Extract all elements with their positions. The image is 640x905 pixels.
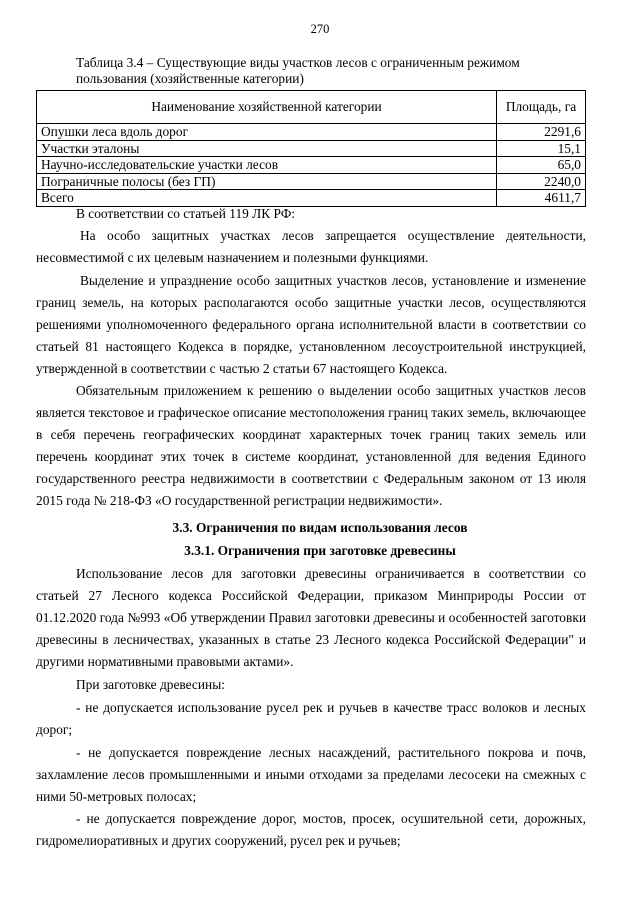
table-header-row xyxy=(37,91,586,124)
row-name: Пограничные полосы (без ГП) xyxy=(37,173,497,190)
list-item: - не допускается повреждение дорог, мостов, просек, осушительной сети, дорожных, гидромелиоративных и других сооружений, русел рек и ручьев; xyxy=(36,811,586,848)
paragraph-during-harvesting: При заготовке древесины: xyxy=(76,677,225,692)
list-item: - не допускается использование русел рек и ручьев в качестве трасс волоков и лесных дорог; xyxy=(36,700,586,737)
header-area: Площадь, га xyxy=(497,91,586,124)
table-row xyxy=(37,173,586,190)
row-name: Научно-исследовательские участки лесов xyxy=(37,157,497,174)
row-area: 4611,7 xyxy=(497,190,586,207)
row-name: Всего xyxy=(37,190,497,207)
row-name: Опушки леса вдоль дорог xyxy=(37,124,497,141)
paragraph-article-119: В соответствии со статьей 119 ЛК РФ: xyxy=(76,206,296,221)
row-name: Участки эталоны xyxy=(37,140,497,157)
table-row xyxy=(37,157,586,174)
page-number: 270 xyxy=(310,22,330,36)
paragraph-mandatory-annex: Обязательным приложением к решению о выделении особо защитных участков лесов является текстовое и графическое описание местоположения границ таких земель, включающее в себя перечень географических координат характерных точек границ таких земель или перечень координат этих точек в системе координат, установленной для ведения Единого государственного реестра недвижимости в соответствии с Федеральным законом от 13 июля 2015 года № 218-ФЗ «О государственной регистрации недвижимости». xyxy=(36,383,586,508)
paragraph-timber-usage: Использование лесов для заготовки древесины ограничивается в соответствии со статьей 27 Лесного кодекса Российской Федерации, приказом Минприроды России от 01.12.2020 года №993 «Об утверждении Правил заготовки древесины и особенностей заготовки древесины в лесничествах, указанных в статье 23 Лесного кодекса Российской Федерации" и другими нормативными правовыми актами». xyxy=(36,566,586,669)
section-heading-3-3: 3.3. Ограничения по видам использования лесов xyxy=(172,520,468,535)
table-caption: Таблица 3.4 – Существующие виды участков лесов с ограниченным режимом пользования (хозяйственные категории) xyxy=(76,55,520,86)
row-area: 2291,6 xyxy=(497,124,586,141)
categories-table xyxy=(36,90,586,207)
row-area: 65,0 xyxy=(497,157,586,174)
section-heading-3-3-1: 3.3.1. Ограничения при заготовке древесины xyxy=(184,543,456,558)
table-row xyxy=(37,140,586,157)
header-category-name: Наименование хозяйственной категории xyxy=(37,91,497,124)
row-area: 15,1 xyxy=(497,140,586,157)
list-item: - не допускается повреждение лесных насаждений, растительного покрова и почв, захламление лесов промышленными и иными отходами за пределами лесосеки на смежных с ними 50-метровых полосах; xyxy=(36,745,586,804)
paragraph-allocation: Выделение и упразднение особо защитных участков лесов, установление и изменение границ земель, на которых располагаются особо защитные участки лесов, осуществляются решениями уполномоченного федерального органа исполнительной власти в соответствии со статьей 81 настоящего Кодекса в порядке, установленном лесоустроительной инструкцией, утвержденной в соответствии с частью 2 статьи 67 настоящего Кодекса. xyxy=(36,273,586,376)
table-row xyxy=(37,124,586,141)
paragraph-prohibition: На особо защитных участках лесов запрещается осуществление деятельности, несовместимой с их целевым назначением и полезными функциями. xyxy=(36,228,586,265)
row-area: 2240,0 xyxy=(497,173,586,190)
